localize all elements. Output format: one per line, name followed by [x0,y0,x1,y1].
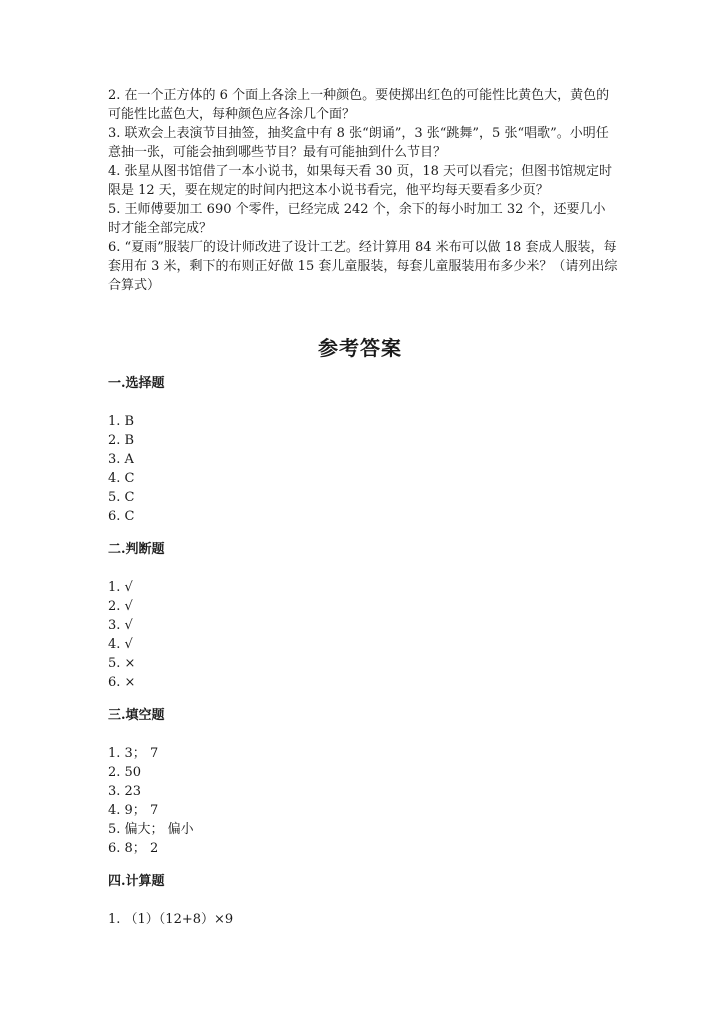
answer-item: 4. C [108,471,135,486]
answer-item: 1. B [108,414,135,429]
problem-6: 6. “夏雨”服装厂的设计师改进了设计工艺。经计算用 84 米布可以做 18 套成人服装，每套用布 3 米，剩下的布则正好做 15 套儿童服装，每套儿童服装用布多少米？（请列出综合算式） [108,240,618,293]
answer-item: 5. C [108,490,135,505]
problem-5: 5. 王师傅要加工 690 个零件，已经完成 242 个，余下的每小时加工 32 个，还要几小时才能全部完成？ [108,202,606,236]
answer-item: 4. √ [108,637,133,652]
section-fill-in-blank [108,706,608,858]
answer-item: 6. 8； 2 [108,841,159,856]
section-heading: 二.判断题 [108,542,165,557]
answer-list [108,744,608,858]
section-heading: 四.计算题 [108,874,165,889]
answer-item: 5. 偏大； 偏小 [108,822,194,837]
answer-item: 6. C [108,509,135,524]
section-heading: 一.选择题 [108,376,165,391]
section-multiple-choice [108,374,608,526]
word-problems [108,86,618,295]
section-true-false [108,540,608,692]
answer-item: 1. 3； 7 [108,746,159,761]
answer-item: 2. B [108,433,135,448]
answer-item: 1. （1）（12+8）×9 [108,912,234,927]
answer-item: 2. √ [108,599,133,614]
answer-item: 3. √ [108,618,133,633]
answer-item: 3. 23 [108,784,142,799]
answer-item: 1. √ [108,580,133,595]
problem-4: 4. 张星从图书馆借了一本小说书，如果每天看 30 页，18 天可以看完；但图书馆规定时限是 12 天，要在规定的时间内把这本小说书看完，他平均每天要看多少页？ [108,164,613,198]
answer-list [108,578,608,692]
answer-list [108,412,608,526]
problem-2: 2. 在一个正方体的 6 个面上各涂上一种颜色。要使掷出红色的可能性比黄色大，黄色的可能性比蓝色大，每种颜色应各涂几个面？ [108,88,610,122]
answer-item: 6. × [108,675,136,690]
answer-list [108,910,608,929]
problem-3: 3. 联欢会上表演节目抽签，抽奖盒中有 8 张“朗诵”，3 张“跳舞”，5 张“唱歌”。小明任意抽一张，可能会抽到哪些节目？最有可能抽到什么节目？ [108,126,609,160]
answer-item: 4. 9； 7 [108,803,159,818]
answer-item: 3. A [108,452,134,467]
section-calculation [108,872,608,929]
answer-item: 2. 50 [108,765,142,780]
section-heading: 三.填空题 [108,708,165,723]
answer-item: 5. × [108,656,136,671]
answers-title: 参考答案 [318,336,402,360]
